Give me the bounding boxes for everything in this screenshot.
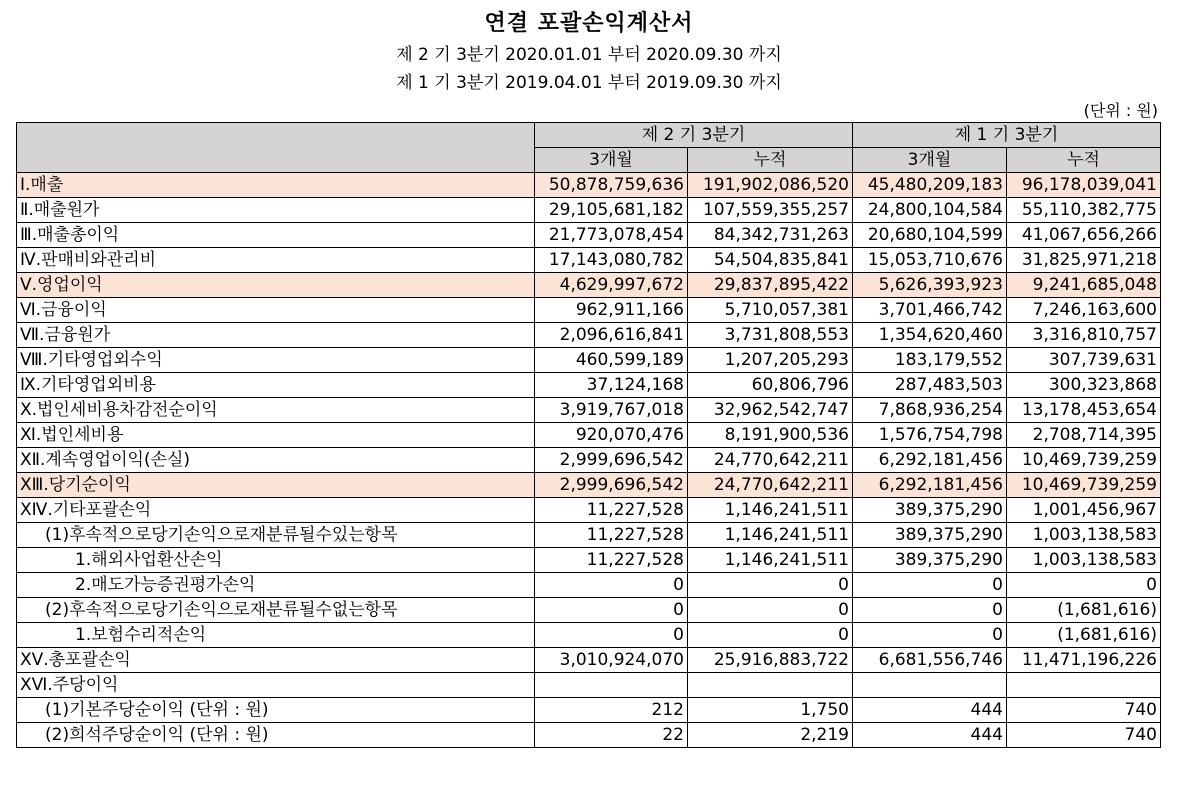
row-value: 300,323,868: [1007, 373, 1161, 398]
row-value: 740: [1007, 698, 1161, 723]
row-value: 3,731,808,553: [688, 323, 853, 348]
row-value: 22: [535, 723, 688, 748]
row-value: 55,110,382,775: [1007, 198, 1161, 223]
row-label: Ⅺ.법인세비용: [17, 423, 535, 448]
row-value: 10,469,739,259: [1007, 448, 1161, 473]
row-label: (1)기본주당순이익 (단위 : 원): [17, 698, 535, 723]
row-value: 31,825,971,218: [1007, 248, 1161, 273]
row-value: 50,878,759,636: [535, 173, 688, 198]
row-value: 29,105,681,182: [535, 198, 688, 223]
table-row: [17, 623, 1161, 648]
table-row: [17, 523, 1161, 548]
table-row: [17, 598, 1161, 623]
table-row: [17, 673, 1161, 698]
header-col-cumulative-current: 누적: [688, 148, 853, 173]
row-value: 1,146,241,511: [688, 498, 853, 523]
row-value: 5,710,057,381: [688, 298, 853, 323]
row-value: [688, 673, 853, 698]
row-label: Ⅱ.매출원가: [17, 198, 535, 223]
row-value: 5,626,393,923: [853, 273, 1007, 298]
header-period-prior: 제 1 기 3분기: [853, 123, 1161, 148]
row-value: 0: [535, 623, 688, 648]
row-value: 10,469,739,259: [1007, 473, 1161, 498]
table-row: [17, 548, 1161, 573]
row-label: 1.해외사업환산손익: [17, 548, 535, 573]
row-label: 1.보험수리적손익: [17, 623, 535, 648]
row-value: 389,375,290: [853, 523, 1007, 548]
header-period-current: 제 2 기 3분기: [535, 123, 853, 148]
row-value: 41,067,656,266: [1007, 223, 1161, 248]
row-value: 307,739,631: [1007, 348, 1161, 373]
header-col-cumulative-prior: 누적: [1007, 148, 1161, 173]
table-row: [17, 498, 1161, 523]
row-value: 32,962,542,747: [688, 398, 853, 423]
row-value: 96,178,039,041: [1007, 173, 1161, 198]
row-value: 107,559,355,257: [688, 198, 853, 223]
row-label: Ⅶ.금융원가: [17, 323, 535, 348]
row-value: 11,227,528: [535, 523, 688, 548]
row-label: Ⅹ.법인세비용차감전순이익: [17, 398, 535, 423]
period-subtitle-prior: 제 1 기 3분기 2019.04.01 부터 2019.09.30 까지: [396, 73, 782, 93]
row-value: 84,342,731,263: [688, 223, 853, 248]
table-row: [17, 323, 1161, 348]
row-value: 2,708,714,395: [1007, 423, 1161, 448]
row-value: 183,179,552: [853, 348, 1007, 373]
table-row: [17, 573, 1161, 598]
row-value: (1,681,616): [1007, 623, 1161, 648]
header-row-periods: [17, 123, 1161, 148]
unit-label: (단위 : 원): [1083, 101, 1158, 120]
row-value: 6,681,556,746: [853, 648, 1007, 673]
row-value: 60,806,796: [688, 373, 853, 398]
header-col-3month-current: 3개월: [535, 148, 688, 173]
row-label: ⅩⅤ.총포괄손익: [17, 648, 535, 673]
income-statement-table: [16, 122, 1161, 748]
row-value: 0: [688, 573, 853, 598]
row-value: 2,999,696,542: [535, 448, 688, 473]
row-value: [853, 673, 1007, 698]
row-value: 11,471,196,226: [1007, 648, 1161, 673]
row-value: 6,292,181,456: [853, 448, 1007, 473]
period-subtitle-current: 제 2 기 3분기 2020.01.01 부터 2020.09.30 까지: [396, 45, 782, 65]
row-value: 962,911,166: [535, 298, 688, 323]
row-value: 17,143,080,782: [535, 248, 688, 273]
row-value: 6,292,181,456: [853, 473, 1007, 498]
row-value: 1,207,205,293: [688, 348, 853, 373]
table-row: [17, 223, 1161, 248]
row-value: 11,227,528: [535, 548, 688, 573]
row-value: 7,246,163,600: [1007, 298, 1161, 323]
row-value: 460,599,189: [535, 348, 688, 373]
row-value: 1,003,138,583: [1007, 523, 1161, 548]
row-label: (1)후속적으로당기손익으로재분류될수있는항목: [17, 523, 535, 548]
row-value: 389,375,290: [853, 498, 1007, 523]
row-value: 45,480,209,183: [853, 173, 1007, 198]
row-value: 7,868,936,254: [853, 398, 1007, 423]
row-value: 444: [853, 723, 1007, 748]
row-value: 1,003,138,583: [1007, 548, 1161, 573]
row-label: Ⅰ.매출: [17, 173, 535, 198]
row-value: 15,053,710,676: [853, 248, 1007, 273]
row-value: 24,770,642,211: [688, 473, 853, 498]
table-row: [17, 298, 1161, 323]
row-value: 1,750: [688, 698, 853, 723]
page-title: 연결 포괄손익계산서: [484, 11, 694, 36]
row-label: Ⅲ.매출총이익: [17, 223, 535, 248]
row-value: 191,902,086,520: [688, 173, 853, 198]
table-row: [17, 173, 1161, 198]
row-value: 24,770,642,211: [688, 448, 853, 473]
row-value: 1,576,754,798: [853, 423, 1007, 448]
row-value: 3,919,767,018: [535, 398, 688, 423]
row-value: [1007, 673, 1161, 698]
table-row: [17, 348, 1161, 373]
row-value: 0: [853, 623, 1007, 648]
row-value: 0: [1007, 573, 1161, 598]
table-row: [17, 723, 1161, 748]
row-value: 20,680,104,599: [853, 223, 1007, 248]
row-label: ⅩⅢ.당기순이익: [17, 473, 535, 498]
row-value: 2,999,696,542: [535, 473, 688, 498]
row-value: 3,010,924,070: [535, 648, 688, 673]
row-value: 2,096,616,841: [535, 323, 688, 348]
row-value: 4,629,997,672: [535, 273, 688, 298]
table-row: [17, 248, 1161, 273]
row-value: 287,483,503: [853, 373, 1007, 398]
row-value: 29,837,895,422: [688, 273, 853, 298]
row-value: (1,681,616): [1007, 598, 1161, 623]
header-col-3month-prior: 3개월: [853, 148, 1007, 173]
row-value: 37,124,168: [535, 373, 688, 398]
row-label: (2)후속적으로당기손익으로재분류될수없는항목: [17, 598, 535, 623]
row-value: 11,227,528: [535, 498, 688, 523]
row-value: 25,916,883,722: [688, 648, 853, 673]
row-value: 9,241,685,048: [1007, 273, 1161, 298]
row-label: Ⅴ.영업이익: [17, 273, 535, 298]
row-value: 444: [853, 698, 1007, 723]
row-label: Ⅸ.기타영업외비용: [17, 373, 535, 398]
row-value: 24,800,104,584: [853, 198, 1007, 223]
row-value: 13,178,453,654: [1007, 398, 1161, 423]
row-value: 1,354,620,460: [853, 323, 1007, 348]
row-label: Ⅵ.금융이익: [17, 298, 535, 323]
row-value: 389,375,290: [853, 548, 1007, 573]
row-value: 21,773,078,454: [535, 223, 688, 248]
row-label: ⅩⅡ.계속영업이익(손실): [17, 448, 535, 473]
row-label: 2.매도가능증권평가손익: [17, 573, 535, 598]
table-row: [17, 423, 1161, 448]
row-value: 0: [688, 598, 853, 623]
row-value: 1,146,241,511: [688, 548, 853, 573]
row-value: 3,701,466,742: [853, 298, 1007, 323]
row-value: 0: [535, 598, 688, 623]
row-value: 0: [688, 623, 853, 648]
row-value: 2,219: [688, 723, 853, 748]
row-value: 54,504,835,841: [688, 248, 853, 273]
table-body: [17, 173, 1161, 748]
row-value: 8,191,900,536: [688, 423, 853, 448]
row-value: 0: [853, 598, 1007, 623]
row-label: Ⅷ.기타영업외수익: [17, 348, 535, 373]
header-account-cell: [17, 123, 535, 173]
row-value: [535, 673, 688, 698]
row-value: 0: [853, 573, 1007, 598]
row-value: 3,316,810,757: [1007, 323, 1161, 348]
table-row: [17, 698, 1161, 723]
table-row: [17, 473, 1161, 498]
row-value: 1,001,456,967: [1007, 498, 1161, 523]
row-value: 920,070,476: [535, 423, 688, 448]
row-value: 740: [1007, 723, 1161, 748]
row-label: ⅩⅣ.기타포괄손익: [17, 498, 535, 523]
table-row: [17, 648, 1161, 673]
row-value: 1,146,241,511: [688, 523, 853, 548]
row-label: ⅩⅥ.주당이익: [17, 673, 535, 698]
table-row: [17, 373, 1161, 398]
row-value: 0: [535, 573, 688, 598]
table-row: [17, 273, 1161, 298]
table-row: [17, 198, 1161, 223]
row-label: (2)희석주당순이익 (단위 : 원): [17, 723, 535, 748]
row-label: Ⅳ.판매비와관리비: [17, 248, 535, 273]
table-row: [17, 398, 1161, 423]
table-row: [17, 448, 1161, 473]
row-value: 212: [535, 698, 688, 723]
